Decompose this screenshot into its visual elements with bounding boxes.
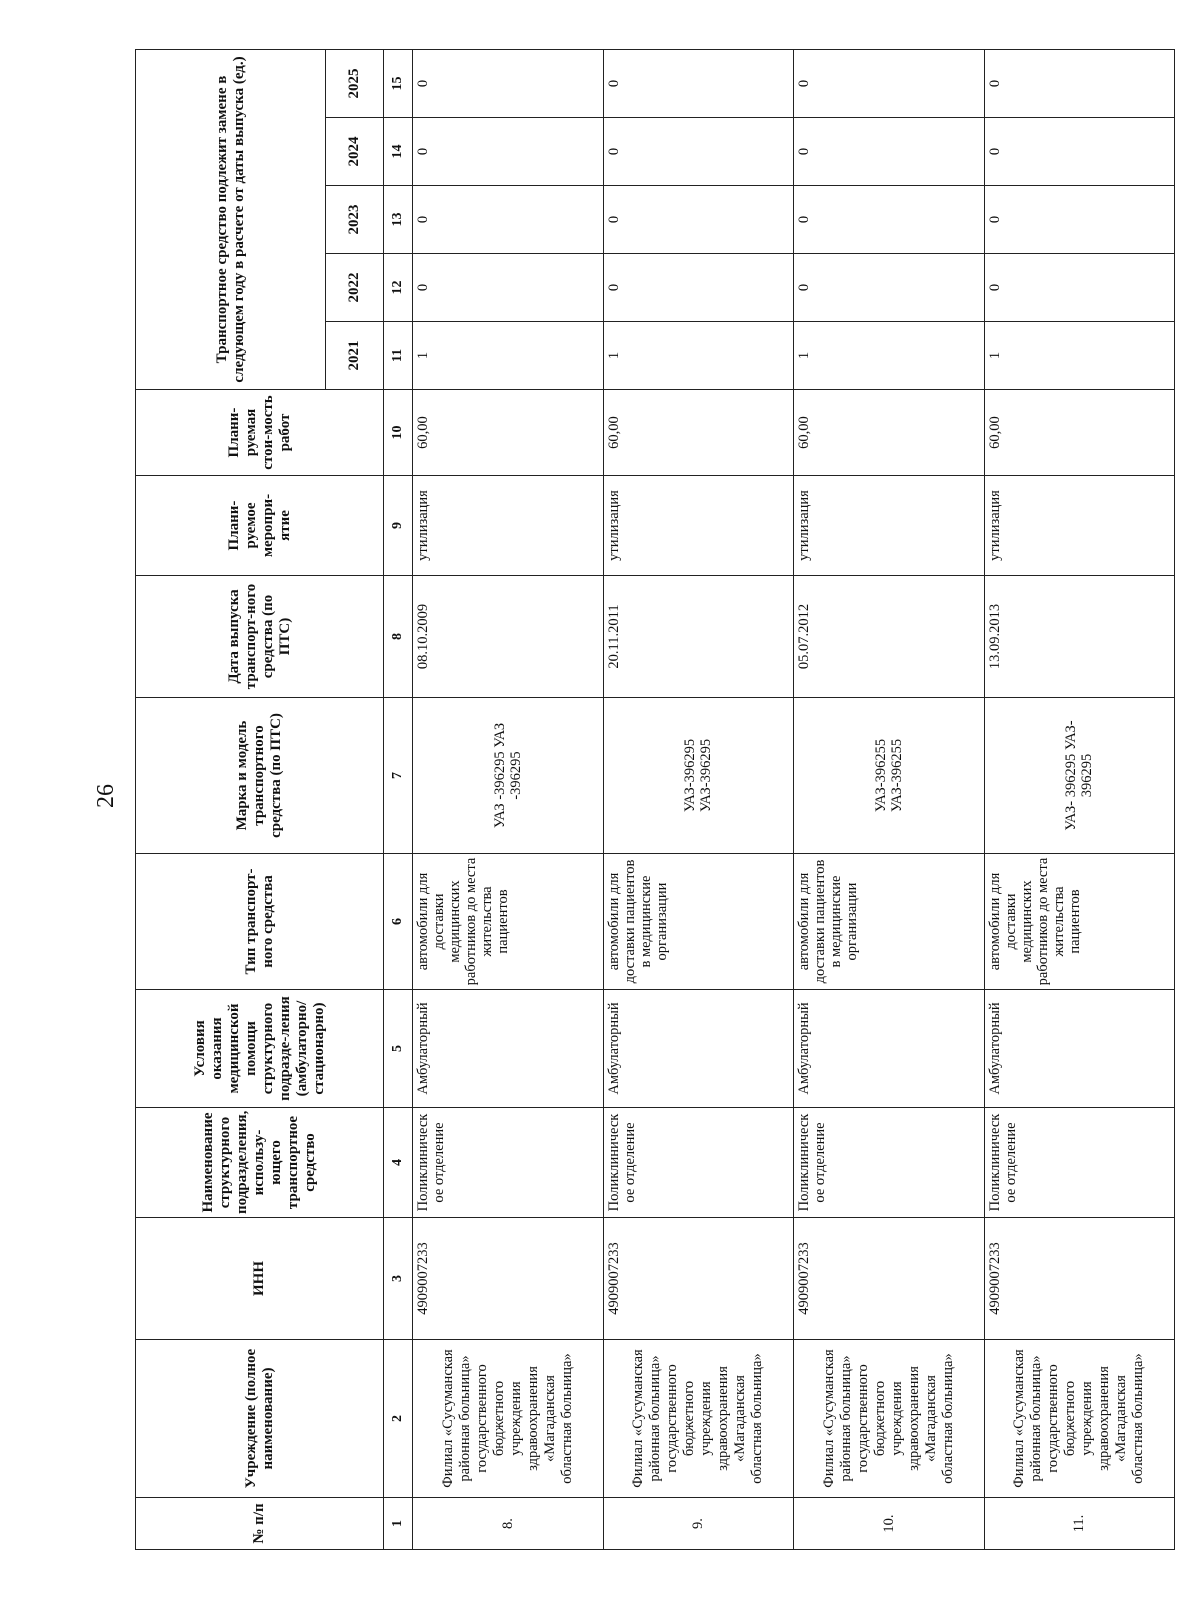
row-planned-cost: 60,00 (794, 390, 985, 476)
row-institution: Филиал «Сусуманская районная больница» государственного бюджетного учреждения здравоохранения «Магаданская областная больница» (984, 1340, 1175, 1498)
column-number: 4 (384, 1108, 413, 1218)
column-number: 14 (384, 118, 413, 186)
column-number: 12 (384, 254, 413, 322)
row-inn: 4909007233 (984, 1218, 1175, 1340)
row-model: УАЗ -396295 УАЗ -396295 (413, 698, 604, 854)
column-number: 5 (384, 990, 413, 1108)
row-planned-cost: 60,00 (984, 390, 1175, 476)
column-number: 8 (384, 576, 413, 698)
row-vehicle-type: автомобили для доставки медицинских работников до места жительства пациентов (984, 854, 1175, 990)
row-planned-cost: 60,00 (603, 390, 794, 476)
row-vehicle-type: автомобили для доставки медицинских работников до места жительства пациентов (413, 854, 604, 990)
row-year-2021: 1 (984, 322, 1175, 390)
column-number: 11 (384, 322, 413, 390)
row-year-2025: 0 (794, 49, 985, 117)
column-number: 2 (384, 1340, 413, 1498)
row-year-2023: 0 (794, 186, 985, 254)
column-number: 9 (384, 476, 413, 576)
table-row (413, 49, 604, 1549)
column-number: 1 (384, 1498, 413, 1550)
row-release-date: 08.10.2009 (413, 576, 604, 698)
row-inn: 4909007233 (413, 1218, 604, 1340)
row-planned-action: утилизация (603, 476, 794, 576)
header-year-2022: 2022 (326, 254, 384, 322)
row-unit: Поликлиническ ое отделение (413, 1108, 604, 1218)
row-vehicle-type: автомобили для доставки пациентов в медицинские организации (603, 854, 794, 990)
row-conditions: Амбулаторный (413, 990, 604, 1108)
row-year-2024: 0 (603, 118, 794, 186)
row-year-2023: 0 (984, 186, 1175, 254)
header-year-2021: 2021 (326, 322, 384, 390)
row-institution: Филиал «Сусуманская районная больница» государственного бюджетного учреждения здравоохранения «Магаданская областная больница» (603, 1340, 794, 1498)
row-unit: Поликлиническ ое отделение (603, 1108, 794, 1218)
table-row (794, 49, 985, 1549)
row-year-2021: 1 (794, 322, 985, 390)
column-number: 6 (384, 854, 413, 990)
row-planned-action: утилизация (794, 476, 985, 576)
row-year-2024: 0 (794, 118, 985, 186)
row-year-2024: 0 (984, 118, 1175, 186)
row-vehicle-type: автомобили для доставки пациентов в медицинские организации (794, 854, 985, 990)
header-year-2024: 2024 (326, 118, 384, 186)
header-vehicle-type: Тип транспорт-ного средства (136, 854, 384, 990)
row-conditions: Амбулаторный (984, 990, 1175, 1108)
row-year-2021: 1 (603, 322, 794, 390)
header-release-date: Дата выпуска транспорт-ного средства (по ПТС) (136, 576, 384, 698)
row-institution: Филиал «Сусуманская районная больница» государственного бюджетного учреждения здравоохранения «Магаданская областная больница» (794, 1340, 985, 1498)
row-year-2025: 0 (413, 49, 604, 117)
header-year-2023: 2023 (326, 186, 384, 254)
header-num: № п/п (136, 1498, 384, 1550)
column-number: 10 (384, 390, 413, 476)
row-num: 11. (984, 1498, 1175, 1550)
rotated-table-sheet (135, 50, 1175, 1550)
column-number: 15 (384, 49, 413, 117)
row-unit: Поликлиническ ое отделение (984, 1108, 1175, 1218)
row-institution: Филиал «Сусуманская районная больница» государственного бюджетного учреждения здравоохранения «Магаданская областная больница» (413, 1340, 604, 1498)
row-year-2024: 0 (413, 118, 604, 186)
header-inn: ИНН (136, 1218, 384, 1340)
header-planned-action: Плани-руемое меропри-ятие (136, 476, 384, 576)
row-unit: Поликлиническ ое отделение (794, 1108, 985, 1218)
column-number: 7 (384, 698, 413, 854)
row-num: 10. (794, 1498, 985, 1550)
row-year-2021: 1 (413, 322, 604, 390)
column-number: 3 (384, 1218, 413, 1340)
row-planned-cost: 60,00 (413, 390, 604, 476)
row-inn: 4909007233 (603, 1218, 794, 1340)
table-row (984, 49, 1175, 1549)
row-conditions: Амбулаторный (794, 990, 985, 1108)
row-planned-action: утилизация (984, 476, 1175, 576)
page-number: 26 (93, 784, 119, 808)
row-inn: 4909007233 (794, 1218, 985, 1340)
row-release-date: 13.09.2013 (984, 576, 1175, 698)
header-planned-cost: Плани-руемая стои-мость работ (136, 390, 384, 476)
table-row (603, 49, 794, 1549)
row-year-2025: 0 (984, 49, 1175, 117)
column-number: 13 (384, 186, 413, 254)
header-conditions: Условия оказания медицинской помощи структурного подразде-ления (амбулаторно/ стационарно) (136, 990, 384, 1108)
vehicle-replacement-table (135, 49, 1175, 1550)
row-year-2022: 0 (603, 254, 794, 322)
header-unit: Наименование структурного подразделения, использу-ющего транспортное средство (136, 1108, 384, 1218)
header-institution: Учреждение (полное наименование) (136, 1340, 384, 1498)
row-year-2023: 0 (413, 186, 604, 254)
row-model: УАЗ-396295 УАЗ-396295 (603, 698, 794, 854)
row-conditions: Амбулаторный (603, 990, 794, 1108)
header-replacement-group: Транспортное средство подлежит замене в следующем году в расчете от даты выпуска (ед.) (136, 49, 326, 389)
row-model: УАЗ-396255 УАЗ-396255 (794, 698, 985, 854)
row-num: 9. (603, 1498, 794, 1550)
header-year-2025: 2025 (326, 49, 384, 117)
row-num: 8. (413, 1498, 604, 1550)
row-year-2022: 0 (794, 254, 985, 322)
row-release-date: 20.11.2011 (603, 576, 794, 698)
row-year-2022: 0 (984, 254, 1175, 322)
row-release-date: 05.07.2012 (794, 576, 985, 698)
row-model: УАЗ- 396295 УАЗ- 396295 (984, 698, 1175, 854)
row-planned-action: утилизация (413, 476, 604, 576)
row-year-2025: 0 (603, 49, 794, 117)
row-year-2023: 0 (603, 186, 794, 254)
row-year-2022: 0 (413, 254, 604, 322)
header-model: Марка и модель транспортного средства (по ПТС) (136, 698, 384, 854)
